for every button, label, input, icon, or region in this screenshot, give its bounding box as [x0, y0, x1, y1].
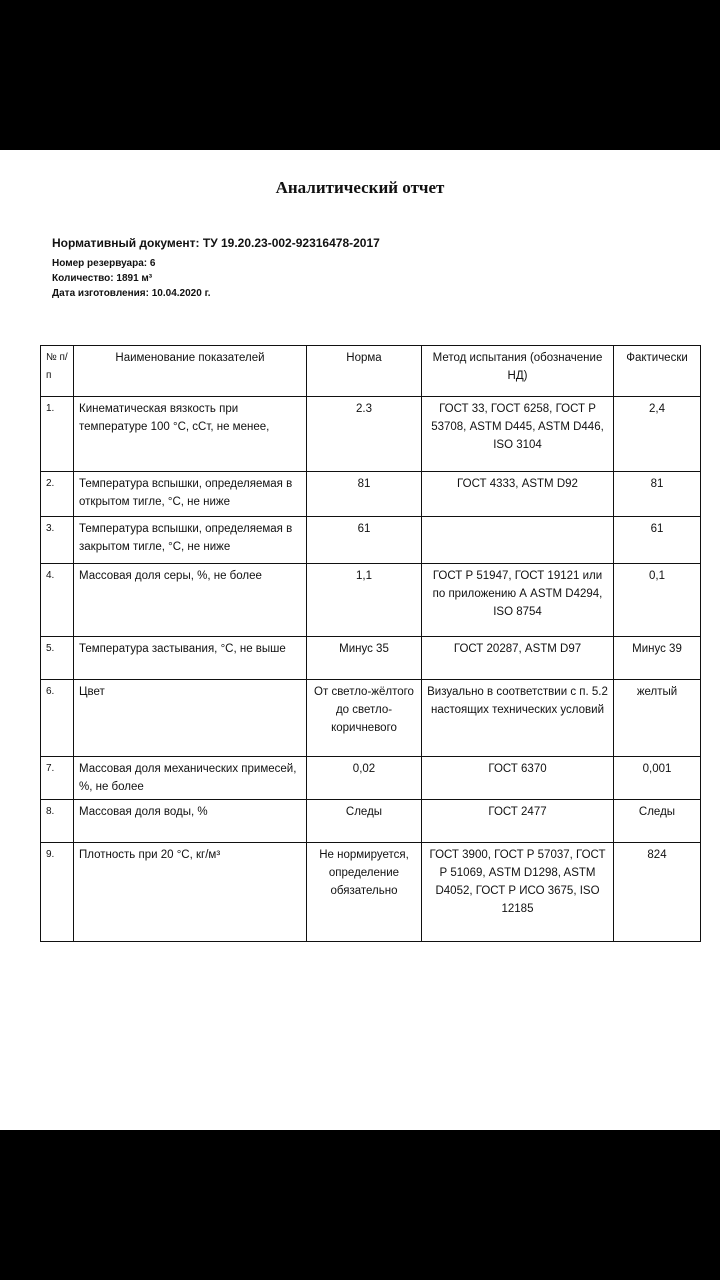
row-actual: 81	[614, 472, 701, 517]
table-row	[41, 517, 701, 564]
row-norm: 2.3	[307, 397, 422, 472]
row-number: 5.	[41, 637, 74, 680]
row-name: Кинематическая вязкость при температуре 100 °С, сСт, не менее,	[74, 397, 307, 472]
header-number: № п/ п	[41, 346, 74, 397]
row-actual: желтый	[614, 680, 701, 757]
row-actual: 824	[614, 843, 701, 942]
table-row	[41, 757, 701, 800]
row-number: 6.	[41, 680, 74, 757]
row-actual: 0,1	[614, 564, 701, 637]
table-row	[41, 637, 701, 680]
row-name: Массовая доля воды, %	[74, 800, 307, 843]
row-norm: От светло-жёлтого до светло-коричневого	[307, 680, 422, 757]
row-actual: Следы	[614, 800, 701, 843]
row-name: Цвет	[74, 680, 307, 757]
row-number: 7.	[41, 757, 74, 800]
row-method: ГОСТ Р 51947, ГОСТ 19121 или по приложению А ASTM D4294, ISO 8754	[422, 564, 614, 637]
row-method	[422, 517, 614, 564]
row-method: ГОСТ 33, ГОСТ 6258, ГОСТ Р 53708, ASTM D445, ASTM D446, ISO 3104	[422, 397, 614, 472]
row-number: 8.	[41, 800, 74, 843]
header-norm: Норма	[307, 346, 422, 397]
row-name: Плотность при 20 °С, кг/м³	[74, 843, 307, 942]
row-number: 3.	[41, 517, 74, 564]
row-norm: 81	[307, 472, 422, 517]
header-actual: Фактически	[614, 346, 701, 397]
row-name: Массовая доля серы, %, не более	[74, 564, 307, 637]
row-actual: 61	[614, 517, 701, 564]
row-name: Температура застывания, °С, не выше	[74, 637, 307, 680]
row-number: 4.	[41, 564, 74, 637]
row-name: Температура вспышки, определяемая в открытом тигле, °С, не ниже	[74, 472, 307, 517]
header-method: Метод испытания (обозначение НД)	[422, 346, 614, 397]
row-method: ГОСТ 4333, ASTM D92	[422, 472, 614, 517]
table-row	[41, 397, 701, 472]
quantity: Количество: 1891 м³	[52, 273, 153, 284]
row-norm: Минус 35	[307, 637, 422, 680]
row-actual: 0,001	[614, 757, 701, 800]
normative-document: Нормативный документ: ТУ 19.20.23-002-92316478-2017	[52, 236, 380, 250]
analysis-table	[40, 345, 701, 942]
row-number: 9.	[41, 843, 74, 942]
row-actual: Минус 39	[614, 637, 701, 680]
table-row	[41, 843, 701, 942]
row-norm: Не нормируется, определение обязательно	[307, 843, 422, 942]
row-name: Массовая доля механических примесей, %, не более	[74, 757, 307, 800]
row-actual: 2,4	[614, 397, 701, 472]
row-norm: 0,02	[307, 757, 422, 800]
document-title: Аналитический отчет	[275, 178, 445, 197]
row-method: Визуально в соответствии с п. 5.2 настоящих технических условий	[422, 680, 614, 757]
row-method: ГОСТ 3900, ГОСТ Р 57037, ГОСТ Р 51069, ASTM D1298, ASTM D4052, ГОСТ Р ИСО 3675, ISO 12185	[422, 843, 614, 942]
table-row	[41, 564, 701, 637]
row-method: ГОСТ 20287, ASTM D97	[422, 637, 614, 680]
manufacture-date: Дата изготовления: 10.04.2020 г.	[52, 288, 211, 299]
table-row	[41, 680, 701, 757]
row-number: 2.	[41, 472, 74, 517]
table-row	[41, 472, 701, 517]
row-number: 1.	[41, 397, 74, 472]
row-norm: 61	[307, 517, 422, 564]
header-name: Наименование показателей	[74, 346, 307, 397]
row-method: ГОСТ 6370	[422, 757, 614, 800]
row-name: Температура вспышки, определяемая в закрытом тигле, °С, не ниже	[74, 517, 307, 564]
document-meta	[52, 236, 380, 301]
document-page	[0, 150, 720, 1130]
row-norm: 1,1	[307, 564, 422, 637]
tank-number: Номер резервуара: 6	[52, 258, 156, 269]
row-method: ГОСТ 2477	[422, 800, 614, 843]
row-norm: Следы	[307, 800, 422, 843]
table-header-row	[41, 346, 701, 397]
table-row	[41, 800, 701, 843]
